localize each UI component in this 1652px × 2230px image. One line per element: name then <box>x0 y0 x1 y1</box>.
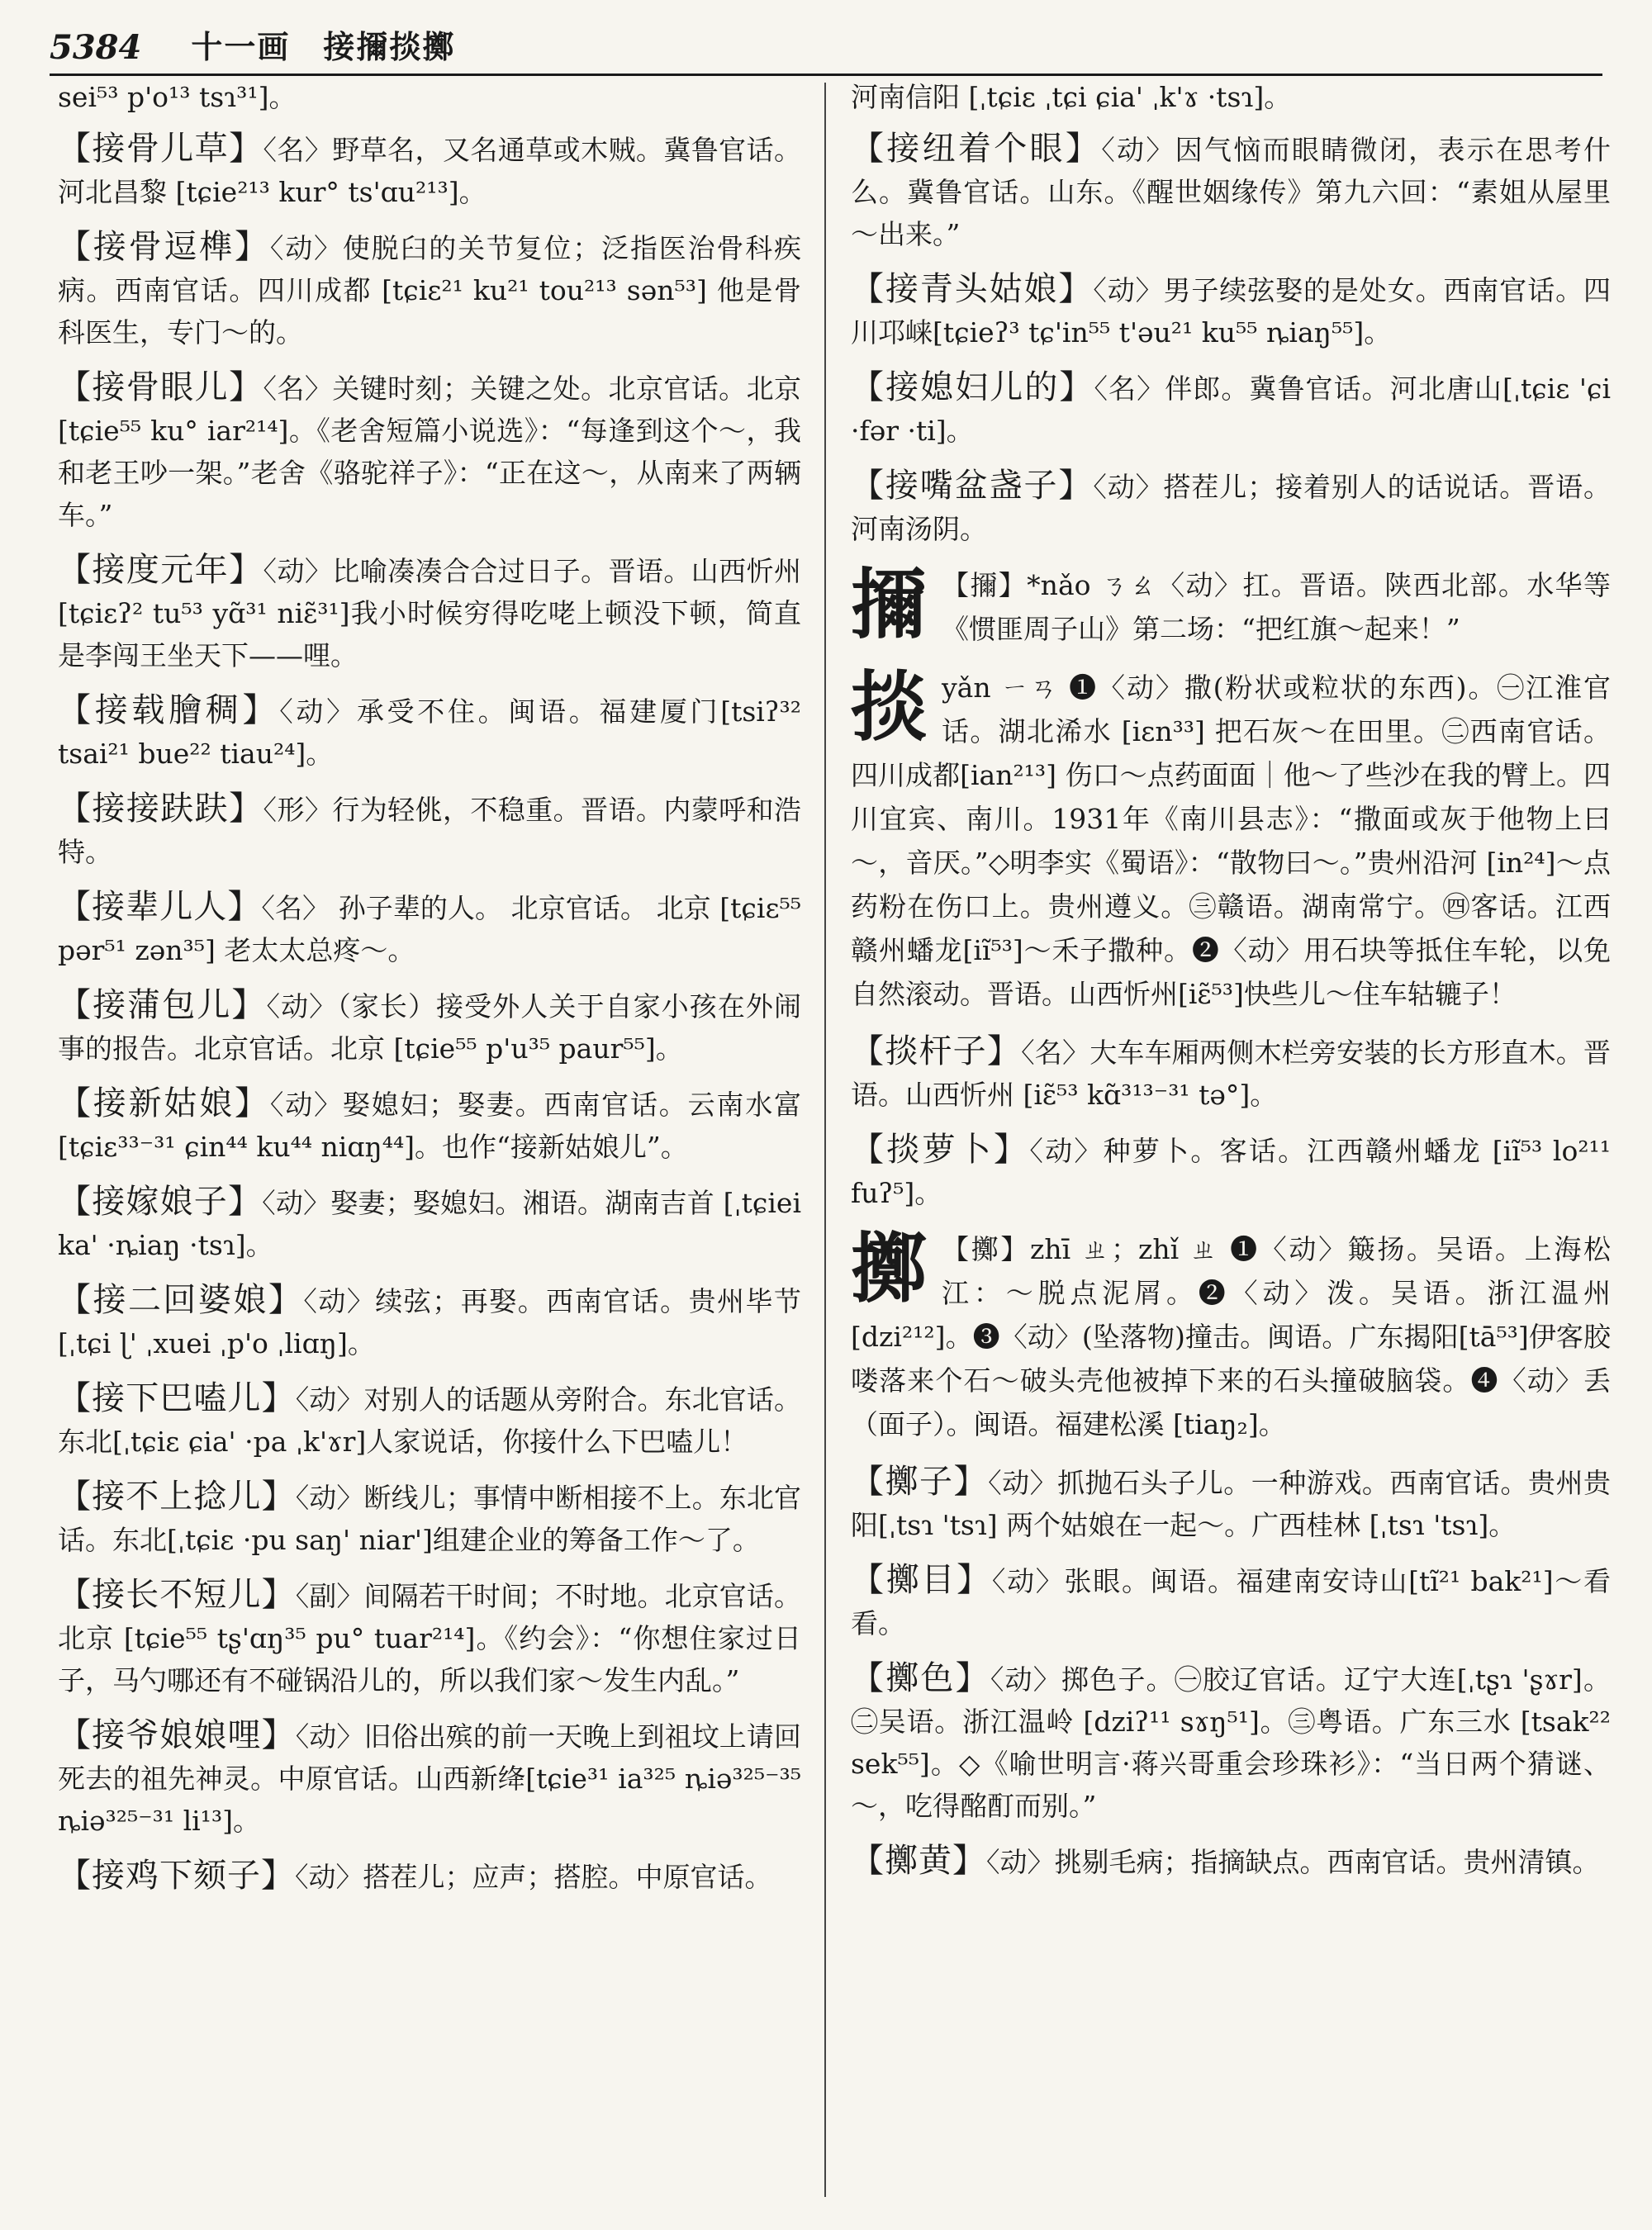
character-entry-text: 【擲】zhī ㄓ；zhǐ ㄓ ❶〈动〉簸扬。吴语。上海松江：～脱点泥屑。❷〈动〉泼。吴语。浙江温州[dzi²¹²]。❸〈动〉(坠落物)撞击。闽语。广东揭阳[tā⁵³]伊客胶喽落来个石～破头壳他被掉下来的石头撞破脑袋。❹〈动〉丢（面子）。闽语。福建松溪 [tiaŋ₂]。 <box>851 1233 1611 1440</box>
entry-definition: 〈动〉抓抛石头子儿。一种游戏。西南官话。贵州贵阳[ˌtsɿ 'tsɿ] 两个姑娘在一起～。广西桂林 [ˌtsɿ 'tsɿ]。 <box>851 1467 1611 1541</box>
dictionary-entry <box>58 128 801 213</box>
dictionary-entry <box>851 367 1611 452</box>
entry-definition: 河南信阳 [ˌtɕiɛ ˌtɕi ɕia' ˌk'ɤ ·tsɿ]。 <box>851 81 1292 113</box>
dictionary-entry <box>851 1129 1611 1214</box>
entry-headword: 【接蒲包儿】 <box>58 986 267 1024</box>
dictionary-entry <box>851 1031 1611 1116</box>
dictionary-entry <box>58 1083 801 1168</box>
entry-definition: 〈动〉掷色子。㊀胶辽官话。辽宁大连[ˌtʂɿ 'ʂɤr]。㊁吴语。浙江温岭 [dziʔ¹¹ sɤŋ⁵¹]。㊂粤语。广东三水 [tsak²² sek⁵⁵]。◇《喻世明言·蒋兴哥重会珍珠衫》：“当日两个猜谜、～，吃得酩酊而别。” <box>851 1663 1611 1822</box>
entry-definition: 〈动〉断线儿；事情中断相接不上。东北官话。东北[ˌtɕiɛ ·pu saŋ' niar']组建企业的筹备工作～了。 <box>58 1482 801 1556</box>
dictionary-entry <box>851 465 1611 550</box>
entry-definition: 〈动〉对别人的话题从旁附合。东北官话。东北[ˌtɕiɛ ɕia' ·pa ˌk'ɤr]人家说话，你接什么下巴嗑儿！ <box>58 1383 801 1458</box>
entry-definition: 〈形〉行为轻佻，不稳重。晋语。内蒙呼和浩特。 <box>58 794 801 868</box>
page-header <box>50 18 1602 76</box>
entry-definition: sei⁵³ p'o¹³ tsɿ³¹]。 <box>58 81 297 113</box>
character-entry-text: yǎn ㄧㄢ ❶〈动〉撒(粉状或粒状的东西)。㊀江淮官话。湖北浠水 [iɛn³³] 把石灰～在田里。㊁西南官话。四川成都[ian²¹³] 伤口～点药面面｜他～了些沙在我的臂上。四川宜宾、南川。1931年《南川县志》：“撒面或灰于他物上曰～，音厌。”◇明李实《蜀语》：“散物曰～。”贵州沿河 [in²⁴]～点药粉在伤口上。贵州遵义。㊂赣语。湖南常宁。㊃客话。江西赣州蟠龙[iĩ⁵³]～禾子撒种。❷〈动〉用石块等抵住车轮，以免自然滚动。晋语。山西忻州[iɛ̃⁵³]快些儿～住车轱辘子！ <box>851 671 1611 1010</box>
entry-definition: 〈动〉男子续弦娶的是处女。西南官话。四川邛崃[tɕieʔ³ tɕ'in⁵⁵ t'əu²¹ ku⁵⁵ ȵiaŋ⁵⁵]。 <box>851 274 1611 349</box>
dictionary-entry <box>58 76 801 118</box>
entry-headword: 【接新姑娘】 <box>58 1084 270 1122</box>
entry-definition: 〈动〉种萝卜。客话。江西赣州蟠龙 [iĩ⁵³ lo²¹¹ fuʔ⁵]。 <box>851 1135 1611 1209</box>
entry-headword: 【接嘴盆盏子】 <box>851 467 1094 505</box>
entry-definition: 〈名〉野草名，又名通草或木贼。冀鲁官话。河北昌黎 [tɕie²¹³ kur° ts'ɑu²¹³]。 <box>58 134 801 208</box>
dictionary-entry <box>58 1855 801 1898</box>
entry-definition: 〈动〉比喻凑凑合合过日子。晋语。山西忻州[tɕiɛʔ² tu⁵³ yɑ̃³¹ niɛ̃³¹]我小时候穷得吃咾上顿没下顿，简直是李闯王坐天下——哩。 <box>58 555 801 671</box>
dictionary-entry <box>851 76 1611 118</box>
entry-headword: 【接载膾稠】 <box>58 691 280 729</box>
dictionary-entry <box>58 1279 801 1364</box>
head-character: 掞 <box>851 666 928 752</box>
left-column <box>58 76 801 2215</box>
entry-headword: 【接度元年】 <box>58 551 263 589</box>
entry-headword: 【擲子】 <box>851 1463 989 1501</box>
entry-headword: 【接媳妇儿的】 <box>851 368 1094 406</box>
entry-headword: 【接辈儿人】 <box>58 888 262 926</box>
dictionary-entry <box>58 886 801 971</box>
character-entry <box>851 666 1611 1016</box>
right-column <box>851 76 1611 2215</box>
dictionary-entry <box>58 1574 801 1701</box>
entry-definition: 〈动〉娶妻；娶媳妇。湘语。湖南吉首 [ˌtɕiei ka' ·ȵiaŋ ·tsɿ]。 <box>58 1187 801 1261</box>
entry-headword: 【接纽着个眼】 <box>851 130 1102 168</box>
entry-definition: 〈动〉续弦；再娶。西南官话。贵州毕节 [ˌtɕi ɭ' ˌxuei ˌp'o ˌliɑŋ]。 <box>58 1285 801 1359</box>
entry-headword: 【接长不短儿】 <box>58 1576 296 1614</box>
entry-headword: 【接爷娘娘哩】 <box>58 1716 296 1754</box>
entry-headword: 【接接趺趺】 <box>58 790 263 828</box>
entry-headword: 【接青头姑娘】 <box>851 270 1094 308</box>
entry-headword: 【接嫁娘子】 <box>58 1183 263 1221</box>
dictionary-entry <box>58 690 801 775</box>
dictionary-entry <box>58 1715 801 1842</box>
entry-definition: 〈名〉 孙子辈的人。 北京官话。 北京 [tɕiɛ⁵⁵ pər⁵¹ zən³⁵] 老太太总疼～。 <box>58 892 801 966</box>
entry-definition: 〈动〉娶媳妇；娶妻。西南官话。云南水富 [tɕiɛ³³⁻³¹ ɕin⁴⁴ ku⁴⁴ niɑŋ⁴⁴]。也作“接新姑娘儿”。 <box>58 1089 801 1163</box>
dictionary-entry <box>851 1658 1611 1827</box>
entry-headword: 【接骨儿草】 <box>58 130 263 168</box>
character-entry <box>851 1227 1611 1446</box>
entry-headword: 【接骨眼儿】 <box>58 368 263 406</box>
dictionary-entry <box>58 1476 801 1561</box>
entry-definition: 〈动〉张眼。闽语。福建南安诗山[tĩ²¹ bak²¹]～看看。 <box>851 1565 1611 1639</box>
entry-definition: 〈动〉承受不住。闽语。福建厦门[tsiʔ³² tsai²¹ bue²² tiau²⁴]。 <box>58 695 801 770</box>
entry-definition: 〈动〉（家长）接受外人关于自家小孩在外闹事的报告。北京官话。北京 [tɕie⁵⁵ p'u³⁵ paur⁵⁵]。 <box>58 990 801 1065</box>
entry-definition: 〈动〉挑剔毛病；指摘缺点。西南官话。贵州清镇。 <box>986 1846 1600 1878</box>
dictionary-entry <box>58 367 801 536</box>
page-number: 5384 <box>50 28 142 67</box>
entry-definition: 〈动〉因气恼而眼睛微闭，表示在思考什么。冀鲁官话。山东。《醒世姻缘传》第九六回：“素姐从屋里～出来。” <box>851 134 1611 250</box>
page-heading: 十一画 接擟掞擲 <box>191 28 456 65</box>
entry-definition: 〈名〉大车车厢两侧木栏旁安装的长方形直木。晋语。山西忻州 [iɛ̃⁵³ kɑ̃³¹³⁻³¹ tə°]。 <box>851 1037 1611 1111</box>
dictionary-entry <box>58 788 801 873</box>
entry-headword: 【接不上捻儿】 <box>58 1478 296 1516</box>
entry-headword: 【接骨逗榫】 <box>58 228 270 266</box>
dictionary-entry <box>58 1181 801 1266</box>
dictionary-entry <box>58 1378 801 1463</box>
entry-headword: 【掞杆子】 <box>851 1032 1022 1070</box>
entry-headword: 【擲黄】 <box>851 1842 986 1880</box>
character-entry-text: 【擟】*nǎo ㄋㄠ〈动〉扛。晋语。陕西北部。水华等《惯匪周子山》第二场：“把红旗～起来！” <box>942 569 1611 645</box>
entry-definition: 〈名〉关键时刻；关键之处。北京官话。北京 [tɕie⁵⁵ ku° iar²¹⁴]。《老舍短篇小说选》：“每逢到这个～，我和老王吵一架。”老舍《骆驼祥子》：“正在这～，从南来了两辆车。” <box>58 372 801 531</box>
entry-headword: 【擲色】 <box>851 1659 990 1697</box>
entry-headword: 【接鸡下颏子】 <box>58 1857 295 1895</box>
dictionary-entry <box>851 1461 1611 1546</box>
character-entry <box>851 563 1611 651</box>
dictionary-entry <box>58 549 801 676</box>
entry-definition: 〈副〉间隔若干时间；不时地。北京官话。北京 [tɕie⁵⁵ tʂ'ɑŋ³⁵ pu° tuar²¹⁴]。《约会》：“你想住家过日子，马勺哪还有不碰锅沿儿的，所以我们家～发生内乱。” <box>58 1580 801 1696</box>
head-character: 擟 <box>851 563 928 649</box>
entry-definition: 〈动〉使脱臼的关节复位；泛指医治骨科疾病。西南官话。四川成都 [tɕiɛ²¹ ku²¹ tou²¹³ sən⁵³] 他是骨科医生，专门～的。 <box>58 232 801 349</box>
entry-definition: 〈动〉旧俗出殡的前一天晚上到祖坟上请回死去的祖先神灵。中原官话。山西新绛[tɕie³¹ ia³²⁵ ȵiə³²⁵⁻³⁵ ȵiə³²⁵⁻³¹ li¹³]。 <box>58 1720 801 1837</box>
entry-definition: 〈动〉搭茬儿；应声；搭腔。中原官话。 <box>295 1861 772 1893</box>
dictionary-entry <box>851 1559 1611 1644</box>
entry-headword: 【接下巴嗑儿】 <box>58 1379 296 1417</box>
entry-definition: 〈名〉伴郎。冀鲁官话。河北唐山[ˌtɕiɛ 'ɕi ·fər ·ti]。 <box>851 372 1611 447</box>
dictionary-entry <box>58 226 801 353</box>
column-divider <box>824 83 826 2197</box>
dictionary-entry <box>851 128 1611 255</box>
dictionary-entry <box>58 985 801 1070</box>
head-character: 擲 <box>851 1227 928 1313</box>
entry-definition: 〈动〉搭茬儿；接着别人的话说话。晋语。河南汤阴。 <box>851 471 1611 545</box>
dictionary-entry <box>851 268 1611 353</box>
entry-headword: 【擲目】 <box>851 1561 992 1599</box>
dictionary-entry <box>851 1840 1611 1883</box>
entry-headword: 【掞萝卜】 <box>851 1131 1030 1169</box>
entry-headword: 【接二回婆娘】 <box>58 1281 304 1319</box>
